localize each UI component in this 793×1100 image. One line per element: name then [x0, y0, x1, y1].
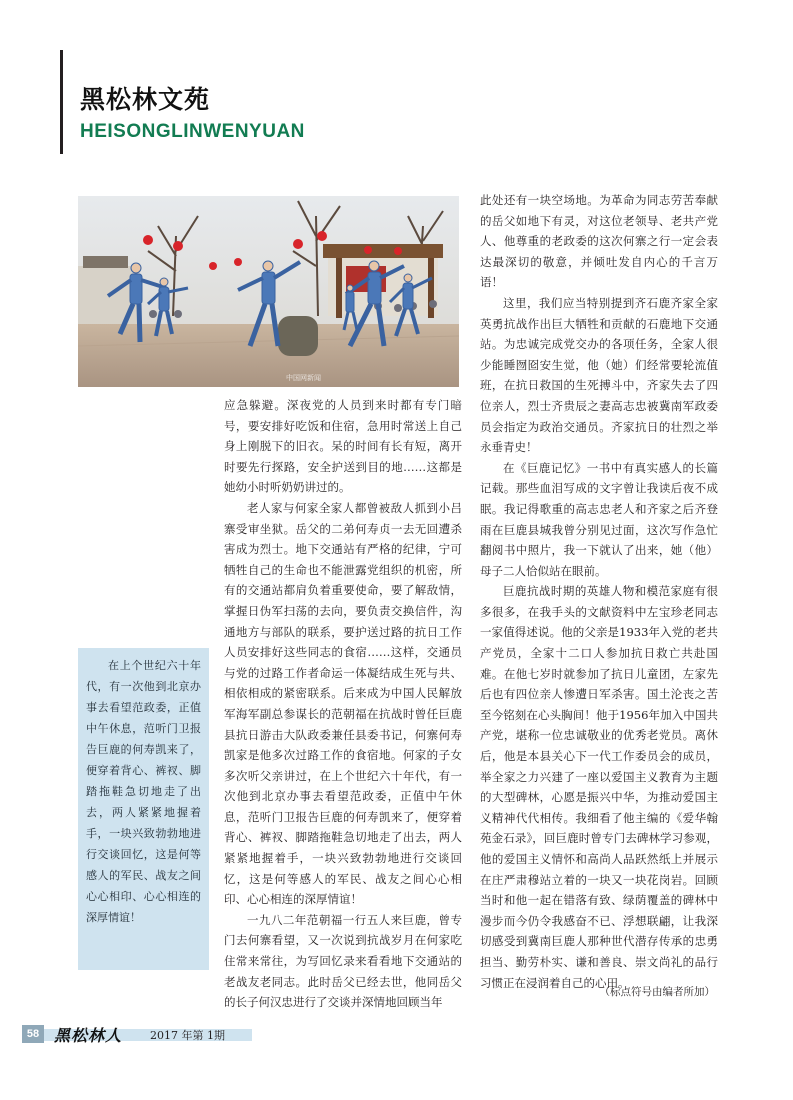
- editor-note: （标点符号由编者所加）: [599, 986, 715, 998]
- paragraph: 巨鹿抗战时期的英雄人物和模范家庭有很多很多，在我手头的文献资料中左宝珍老同志一家值得述说。他的父亲是1933年入党的老共产党员，全家十二口人参加抗日救亡共赴国难。在他七岁时就参加了抗日儿童团，左家先后也有四位亲人惨遭日军杀害。国土沦丧之苦至今铭刻在心头胸间！他于1956年加入中国共产党，堪称一位忠诚敬业的优秀老党员。离休后，他是本县关心下一代工作委员会的成员，举全家之力兴建了一座以爱国主义教育为主题的大型碑林，心愿是振兴中华，为推动爱国主义精神代代相传。我细看了他主编的《爱华翰苑金石录》，回巨鹿时曾专门去碑林学习参观，他的爱国主义情怀和高尚人品跃然纸上并展示在庄严肃穆站立着的一块又一块花岗岩。回顾当时和他一起在错落有致、绿荫覆盖的碑林中漫步而今仍令我感奋不已、浮想联翩，让我深切感受到冀南巨鹿人那种世代潜存传承的忠勇担当、勤劳朴实、谦和善良、崇文尚礼的品行习惯正在浸润着自己的心田。: [480, 584, 718, 990]
- article-photo: [78, 196, 459, 387]
- header-rule: [60, 50, 63, 154]
- pull-quote: [78, 648, 209, 970]
- pull-quote-text: 在上个世纪六十年代，有一次他到北京办事去看望范政委，正值中午休息，范听门卫报告巨鹿的何寿凯来了，便穿着背心、裤衩、脚踏拖鞋急切地走了出去，两人紧紧地握着手，一块兴致勃勃地进行交谈回忆，这是何等感人的军民、战友之间心心相印、心心相连的深厚情谊！: [86, 659, 201, 924]
- page-footer: [22, 1025, 252, 1043]
- paragraph: 应急躲避。深夜党的人员到来时都有专门暗号，要安排好吃饭和住宿，急用时常送上自己身上刚脱下的旧衣。呆的时间有长有短，离开时要先行探路，安全护送到目的地……这都是她幼小时听奶奶讲过的。: [224, 398, 462, 495]
- paragraph: 此处还有一块空场地。为革命为同志劳苦奉献的岳父如地下有灵，对这位老领导、老共产党人、他尊重的老政委的这次何寨之行一定会表达最深切的敬意，并倾吐发自内心的千言万语！: [480, 193, 718, 290]
- section-title: 黑松林文苑: [80, 85, 211, 114]
- paragraph: 在《巨鹿记忆》一书中有真实感人的长篇记载。那些血泪写成的文字曾让我读后夜不成眠。我记得歌重的高志忠老人和齐家之后齐登雨在巨鹿县城我曾分别见过面，这次写作急忙翻阅书中照片，我一下就认了出来，她（他）母子二人恰似站在眼前。: [480, 460, 718, 578]
- article-column-middle: [224, 395, 462, 1013]
- paragraph: 一九八二年范朝福一行五人来巨鹿，曾专门去何寨看望，又一次说到抗战岁月在何家吃住常来常往，为写回忆录来看看地下交通站的老战友老同志。此时岳父已经去世，他同岳父的长子何汉忠进行了交谈并深情地回顾当年: [224, 912, 462, 1010]
- issue-label: 2017 年第 1期: [150, 1029, 225, 1042]
- paragraph: 这里，我们应当特别提到齐石鹿齐家全家英勇抗战作出巨大牺牲和贡献的石鹿地下交通站。为忠诚完成党交办的各项任务，全家人很少能睡囫囵安生觉，他（她）们经常要轮流值班，在抗日救国的生死搏斗中，齐家失去了四位亲人，烈士齐贵辰之妻高志忠被冀南军政委员会指定为政治交通员。齐家抗日的壮烈之举永垂青史！: [480, 295, 718, 455]
- article-column-right: [480, 190, 718, 993]
- section-subtitle: HEISONGLINWENYUAN: [80, 121, 305, 142]
- magazine-logo: 黑松林人: [54, 1026, 123, 1045]
- paragraph: 老人家与何家全家人都曾被敌人抓到小吕寨受审坐狱。岳父的二弟何寿贞一去无回遭杀害成为烈士。地下交通站有严格的纪律，宁可牺牲自己的生命也不能泄露党组织的机密，所有的交通站都肩负着重要使命，要了解敌情，掌握日伪军扫荡的去向，要负责交换信件，沟通地方与部队的联系，要护送过路的抗日工作人员安排好这些同志的食宿……这样，交通员与党的过路工作者命运一体凝结成生死与共、相依相成的紧密联系。后来成为中国人民解放军海军副总参谋长的范朝福在抗战时曾任巨鹿县抗日游击大队政委兼任县委书记，何寨何寿凯家是他多次过路工作的食宿地。何家的子女多次听父亲讲过，在上个世纪六十年代，有一次他到北京办事去看望范政委，正值中午休息，范听门卫报告巨鹿的何寿凯来了，便穿着背心、裤衩、脚踏拖鞋急切地走了出去，两人紧紧地握着手，一块兴致勃勃地进行交谈回忆，这是何等感人的军民、战友之间心心相印、心心相连的深厚情谊！: [224, 500, 462, 907]
- page-number: 58: [22, 1025, 44, 1043]
- photo-watermark: 中国网新闻: [286, 374, 321, 382]
- photo-illustration: [78, 196, 459, 387]
